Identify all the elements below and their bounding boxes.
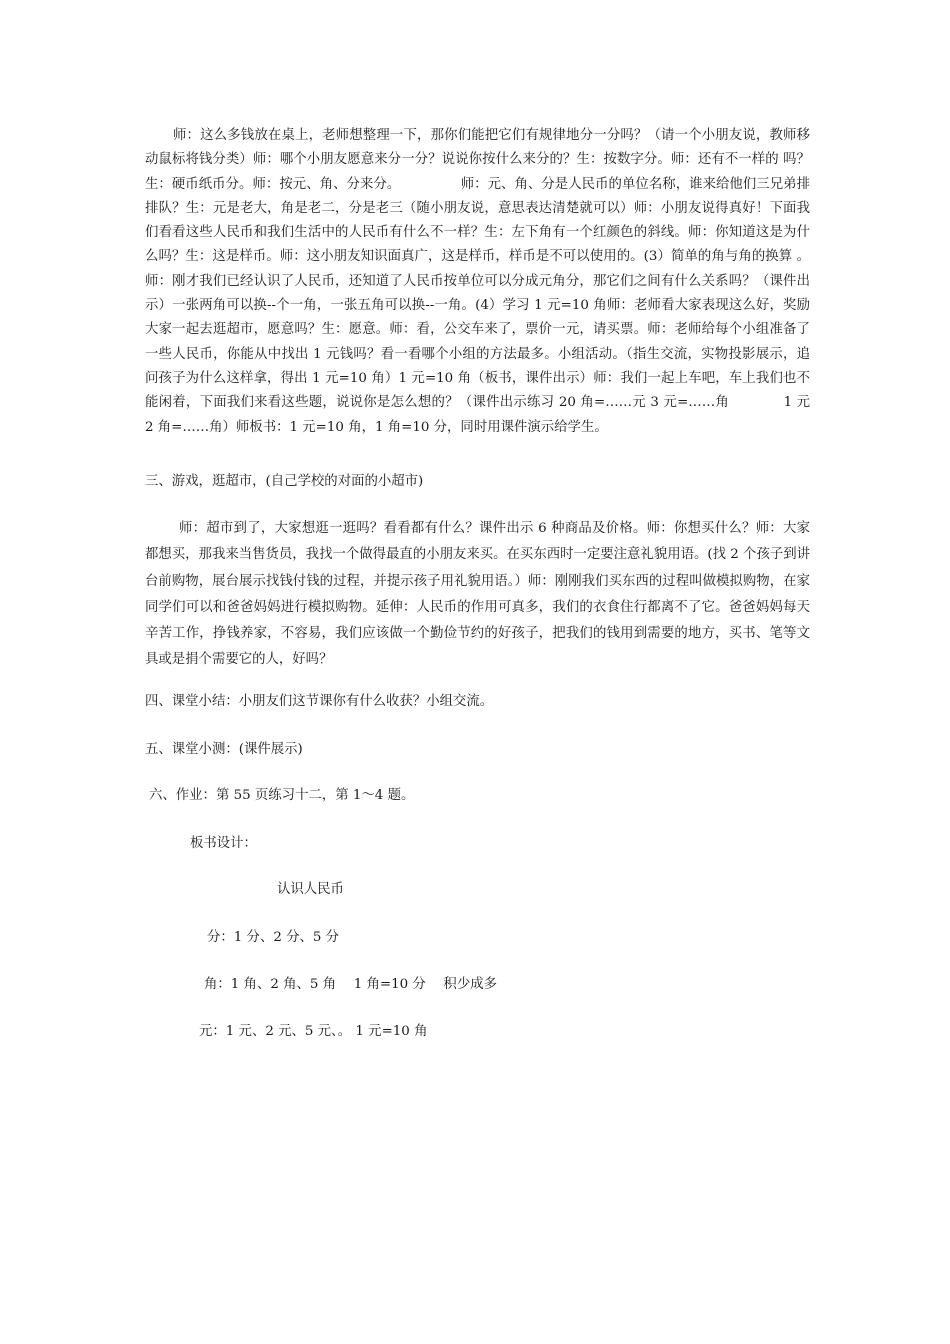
board-row-yuan: 元：1 元、2 元、5 元、。 1 元=10 角 xyxy=(199,1024,428,1039)
board-design-title: 认识人民币 xyxy=(277,882,344,897)
section-heading-summary: 四、课堂小结：小朋友们这节课你有什么收获？小组交流。 xyxy=(145,694,494,709)
board-row-fen: 分：1 分、2 分、5 分 xyxy=(207,930,340,945)
section-heading-quiz: 五、课堂小测：(课件展示) xyxy=(145,742,303,757)
section-heading-homework: 六、作业：第 55 页练习十二，第 1～4 题。 xyxy=(149,788,415,803)
section-heading-game-supermarket: 三、游戏，逛超市，(自己学校的对面的小超市) xyxy=(145,474,424,489)
board-design-label: 板书设计： xyxy=(190,836,257,851)
lesson-paragraph-supermarket: 师：超市到了，大家想逛一逛吗？看看都有什么？课件出示 6 种商品及价格。师：你想买什么？师：大家都想买，那我来当售货员，我找一个做得最直的小朋友来买。在买东西时一定要注意礼貌用语。(找 2 个孩子到讲台前购物，展台展示找钱付钱的过程，并提示孩子用礼貌用语。）师：刚刚我们买东西的过程叫做模拟购物，在家同学们可以和爸爸妈妈进行模拟购物。延伸：人民币的作用可真多，我们的衣食住行都离不了它。爸爸妈妈每天辛苦工作，挣钱养家，不容易，我们应该做一个勤俭节约的好孩子，把我们的钱用到需要的地方，买书、笔等文具或是捐个需要它的人，好吗？ xyxy=(145,521,811,668)
lesson-paragraph-money-units: 师：这么多钱放在桌上，老师想整理一下，那你们能把它们有规律地分一分吗？（请一个小朋友说，教师移动鼠标将钱分类）师：哪个小朋友愿意来分一分？说说你按什么来分的？生：按数字分。师：还有不一样的 吗？生：硬币纸币分。师：按元、角、分来分。 师：元、角、分是人民币的单位名称，谁来给他们三兄弟排排队？生：元是老大，角是老二，分是老三（随小朋友说，意思表达清楚就可以）师：小朋友说得真好！下面我们看看这些人民币和我们生活中的人民币有什么不一样？生：左下角有一个红颜色的斜线。师：你知道这是为什么吗？生：这是样币。师：这小朋友知识面真广，这是样币，样币是不可以使用的。(3）简单的角与角的换算 。师：刚才我们已经认识了人民币，还知道了人民币按单位可以分成元角分，那它们之间有什么关系吗？（课件出示）一张两角可以换--个一角，一张五角可以换--一角。(4）学习 1 元=10 角师：老师看大家表现这么好，奖励大家一起去逛超市，愿意吗？生：愿意。师：看，公交车来了，票价一元，请买票。师：老师给每个小组准备了一些人民币，你能从中找出 1 元钱吗？看一看哪个小组的方法最多。小组活动。（指生交流，实物投影展示，追问孩子为什么这样拿，得出 1 元=10 角）1 元=10 角（板书，课件出示）师：我们一起上车吧，车上我们也不能闲着，下面我们来看这些题，说说你是怎么想的？（课件出示练习 20 角=……元 3 元=……角 1 元 2 角=……角）师板书：1 元=10 角，1 角=10 分，同时用课件演示给学生。 xyxy=(145,128,810,435)
board-row-jiao: 角：1 角、2 角、5 角 1 角=10 分 积少成多 xyxy=(204,977,497,992)
